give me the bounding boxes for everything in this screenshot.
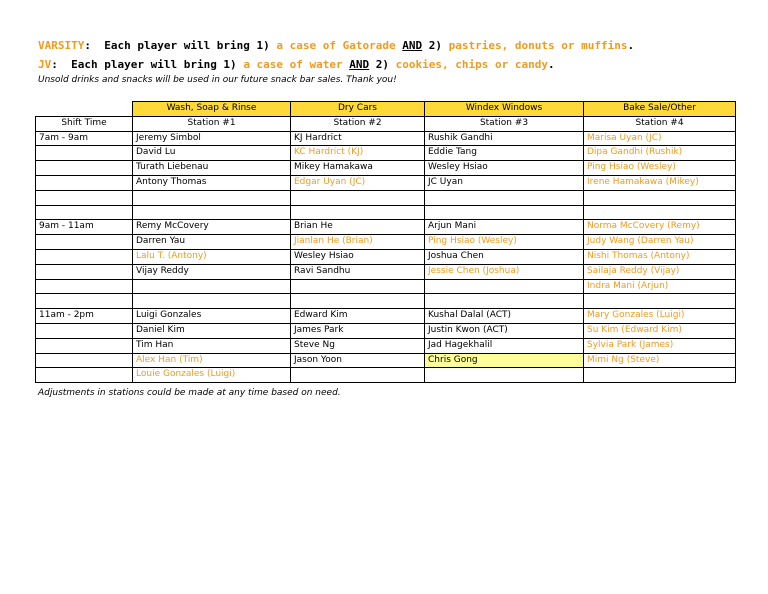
station-2-cell: James Park — [291, 323, 425, 338]
shift-time-cell — [36, 353, 133, 368]
shift-time-cell — [36, 235, 133, 250]
category-wash: Wash, Soap & Rinse — [133, 102, 291, 117]
shift-time-cell — [36, 323, 133, 338]
category-bake: Bake Sale/Other — [584, 102, 736, 117]
station-4-header: Station #4 — [584, 116, 736, 131]
schedule-table — [35, 101, 736, 383]
category-blank — [36, 102, 133, 117]
shift-time-header: Shift Time — [36, 116, 133, 131]
station-2-cell: Jason Yoon — [291, 353, 425, 368]
station-1-header: Station #1 — [133, 116, 291, 131]
table-row — [36, 249, 736, 264]
station-4-cell: Sailaja Reddy (Vijay) — [584, 264, 736, 279]
station-3-cell: Jad Hagekhalil — [425, 338, 584, 353]
shift-time-cell — [36, 338, 133, 353]
table-row — [36, 264, 736, 279]
station-4-cell — [584, 205, 736, 220]
station-3-cell: Ping Hsiao (Wesley) — [425, 235, 584, 250]
station-2-cell — [291, 279, 425, 294]
table-row — [36, 235, 736, 250]
shift-time-cell — [36, 146, 133, 161]
station-3-cell: Wesley Hsiao — [425, 161, 584, 176]
category-windex: Windex Windows — [425, 102, 584, 117]
shift-time-cell — [36, 264, 133, 279]
station-3-cell: JC Uyan — [425, 175, 584, 190]
station-1-cell: Antony Thomas — [133, 175, 291, 190]
shift-time-cell — [36, 279, 133, 294]
station-4-cell: Indra Mani (Arjun) — [584, 279, 736, 294]
shift-time-cell: 7am - 9am — [36, 131, 133, 146]
station-4-cell: Marisa Uyan (JC) — [584, 131, 736, 146]
station-4-cell — [584, 190, 736, 205]
station-4-cell: Mimi Ng (Steve) — [584, 353, 736, 368]
jv-text2: 2) — [369, 58, 396, 71]
station-4-cell: Mary Gonzales (Luigi) — [584, 309, 736, 324]
table-row — [36, 190, 736, 205]
station-2-header: Station #2 — [291, 116, 425, 131]
station-3-header: Station #3 — [425, 116, 584, 131]
table-row — [36, 294, 736, 309]
shift-time-cell: 9am - 11am — [36, 220, 133, 235]
shift-time-cell — [36, 368, 133, 383]
station-4-cell: Su Kim (Edward Kim) — [584, 323, 736, 338]
varsity-line — [38, 39, 634, 52]
shift-time-cell — [36, 205, 133, 220]
station-2-cell: Mikey Hamakawa — [291, 161, 425, 176]
varsity-text2: 2) — [422, 39, 449, 52]
table-row — [36, 131, 736, 146]
table-row — [36, 353, 736, 368]
station-1-cell — [133, 190, 291, 205]
station-2-cell: Brian He — [291, 220, 425, 235]
station-4-cell — [584, 368, 736, 383]
table-row — [36, 161, 736, 176]
station-3-cell: Chris Gong — [425, 353, 584, 368]
shift-time-cell: 11am - 2pm — [36, 309, 133, 324]
shift-time-cell — [36, 175, 133, 190]
station-3-cell — [425, 294, 584, 309]
station-1-cell: David Lu — [133, 146, 291, 161]
jv-line — [38, 58, 555, 71]
station-3-cell: Rushik Gandhi — [425, 131, 584, 146]
station-3-cell: Eddie Tang — [425, 146, 584, 161]
table-row — [36, 146, 736, 161]
station-2-cell — [291, 294, 425, 309]
varsity-end: . — [627, 39, 635, 52]
station-2-cell: Wesley Hsiao — [291, 249, 425, 264]
station-3-cell — [425, 205, 584, 220]
station-2-cell: Ravi Sandhu — [291, 264, 425, 279]
varsity-and: AND — [402, 39, 423, 52]
station-4-cell: Judy Wang (Darren Yau) — [584, 235, 736, 250]
station-4-cell: Irene Hamakawa (Mikey) — [584, 175, 736, 190]
station-2-cell: Jianlan He (Brian) — [291, 235, 425, 250]
station-1-cell — [133, 294, 291, 309]
station-1-cell: Darren Yau — [133, 235, 291, 250]
station-2-cell: KJ Hardrict — [291, 131, 425, 146]
table-row — [36, 338, 736, 353]
jv-text1: : Each player will bring 1) — [51, 58, 244, 71]
shift-time-cell — [36, 249, 133, 264]
station-2-cell: Steve Ng — [291, 338, 425, 353]
table-row — [36, 309, 736, 324]
station-2-cell: KC Hardrict (KJ) — [291, 146, 425, 161]
station-1-cell: Alex Han (Tim) — [133, 353, 291, 368]
station-2-cell — [291, 205, 425, 220]
jv-label: JV — [38, 58, 52, 71]
station-3-cell: Jessie Chen (Joshua) — [425, 264, 584, 279]
table-row — [36, 205, 736, 220]
category-header-row — [36, 102, 736, 117]
station-1-cell — [133, 279, 291, 294]
station-1-cell: Remy McCovery — [133, 220, 291, 235]
shift-time-cell — [36, 161, 133, 176]
station-1-cell: Jeremy Simbol — [133, 131, 291, 146]
jv-and: AND — [349, 58, 370, 71]
varsity-text1: : Each player will bring 1) — [84, 39, 277, 52]
station-3-cell — [425, 279, 584, 294]
jv-item1: a case of water — [243, 58, 343, 71]
station-1-cell: Luigi Gonzales — [133, 309, 291, 324]
station-1-cell: Louie Gonzales (Luigi) — [133, 368, 291, 383]
jv-item2: cookies, chips or candy — [395, 58, 548, 71]
table-row — [36, 368, 736, 383]
station-4-cell: Sylvia Park (James) — [584, 338, 736, 353]
station-4-cell: Norma McCovery (Remy) — [584, 220, 736, 235]
station-3-cell: Joshua Chen — [425, 249, 584, 264]
station-3-cell: Kushal Dalal (ACT) — [425, 309, 584, 324]
shift-time-cell — [36, 294, 133, 309]
station-2-cell — [291, 368, 425, 383]
station-1-cell: Vijay Reddy — [133, 264, 291, 279]
station-3-cell — [425, 368, 584, 383]
station-3-cell: Arjun Mani — [425, 220, 584, 235]
shift-time-cell — [36, 190, 133, 205]
station-1-cell: Tim Han — [133, 338, 291, 353]
varsity-item1: a case of Gatorade — [276, 39, 396, 52]
station-1-cell: Daniel Kim — [133, 323, 291, 338]
varsity-label: VARSITY — [38, 39, 85, 52]
table-row — [36, 323, 736, 338]
table-row — [36, 220, 736, 235]
station-1-cell: Lalu T. (Antony) — [133, 249, 291, 264]
jv-end: . — [547, 58, 555, 71]
station-4-cell: Nishi Thomas (Antony) — [584, 249, 736, 264]
station-2-cell: Edgar Uyan (JC) — [291, 175, 425, 190]
station-header-row — [36, 116, 736, 131]
category-dry: Dry Cars — [291, 102, 425, 117]
station-4-cell — [584, 294, 736, 309]
station-3-cell — [425, 190, 584, 205]
table-row — [36, 279, 736, 294]
station-2-cell — [291, 190, 425, 205]
station-2-cell: Edward Kim — [291, 309, 425, 324]
station-4-cell: Ping Hsiao (Wesley) — [584, 161, 736, 176]
station-3-cell: Justin Kwon (ACT) — [425, 323, 584, 338]
station-4-cell: Dipa Gandhi (Rushik) — [584, 146, 736, 161]
table-row — [36, 175, 736, 190]
varsity-item2: pastries, donuts or muffins — [448, 39, 628, 52]
header-note: Unsold drinks and snacks will be used in our future snack bar sales. Thank you! — [38, 75, 397, 85]
station-1-cell — [133, 205, 291, 220]
footer-note: Adjustments in stations could be made at any time based on need. — [38, 388, 341, 398]
station-1-cell: Turath Liebenau — [133, 161, 291, 176]
